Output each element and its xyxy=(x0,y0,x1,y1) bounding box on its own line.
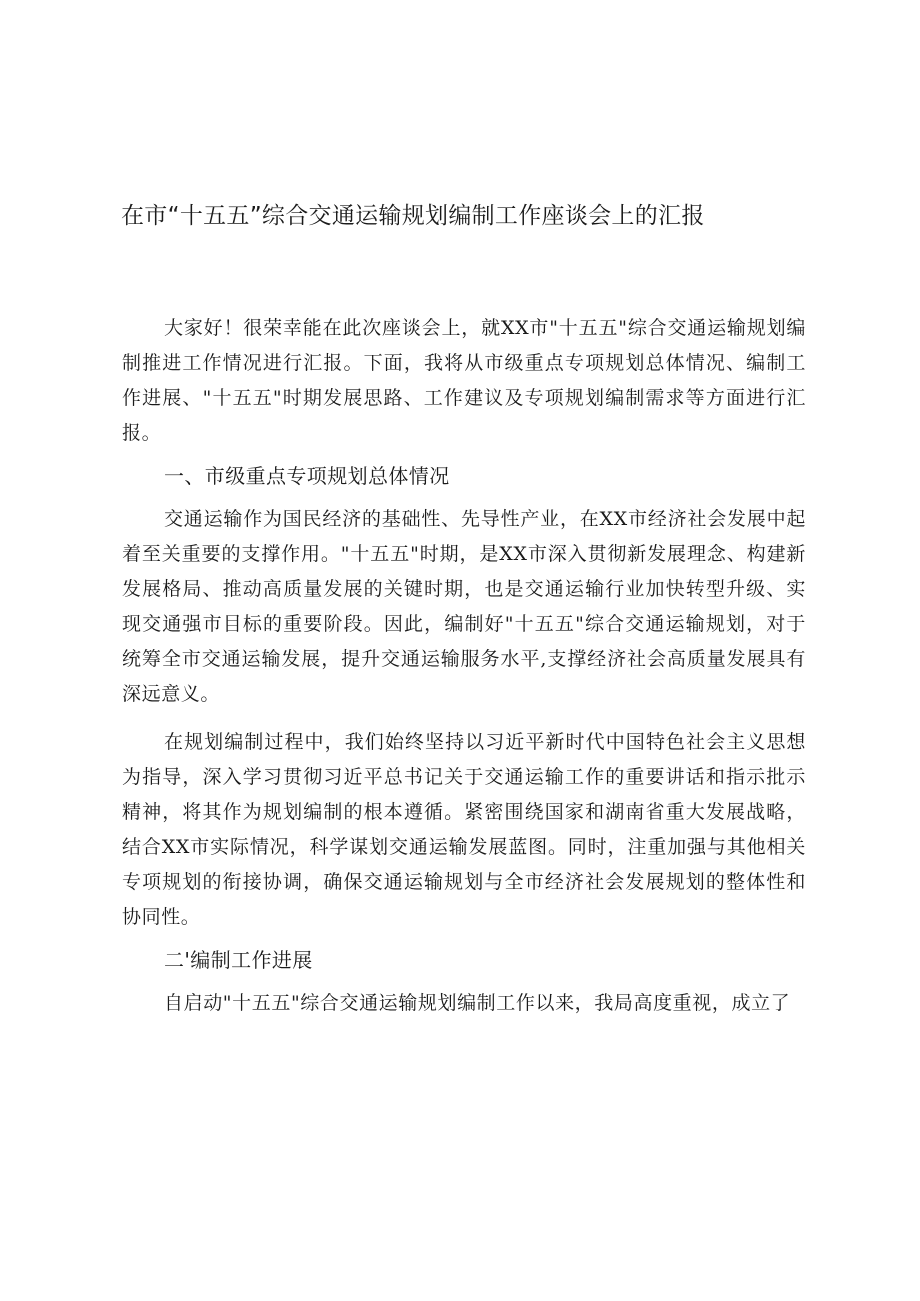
section-1-paragraph-1: 交通运输作为国民经济的基础性、先导性产业，在XX市经济社会发展中起着至关重要的支撑作用。"十五五"时期，是XX市深入贯彻新发展理念、构建新发展格局、推动高质量发展的关键时期，也是交通运输行业加快转型升级、实现交通强市目标的重要阶段。因此，编制好"十五五"综合交通运输规划，对于统筹全市交通运输发展，提升交通运输服务水平,支撑经济社会高质量发展具有深远意义。 xyxy=(122,508,806,705)
section-2-paragraph-1: 自启动"十五五"综合交通运输规划编制工作以来，我局高度重视，成立了 xyxy=(164,992,791,1014)
document-body xyxy=(122,311,806,1021)
intro-paragraph: 大家好！很荣幸能在此次座谈会上，就XX市"十五五"综合交通运输规划编制推进工作情况进行汇报。下面，我将从市级重点专项规划总体情况、编制工作进展、"十五五"时期发展思路、工作建议及专项规划编制需求等方面进行汇报。 xyxy=(122,317,806,444)
document-title: 在市“十五五”综合交通运输规划编制工作座谈会上的汇报 xyxy=(121,203,705,229)
section-1-paragraph-2: 在规划编制过程中，我们始终坚持以习近平新时代中国特色社会主义思想为指导，深入学习贯彻习近平总书记关于交通运输工作的重要讲话和指示批示精神，将其作为规划编制的根本遵循。紧密围绕国家和湖南省重大发展战略，结合XX市实际情况，科学谋划交通运输发展蓝图。同时，注重加强与其他相关专项规划的衔接协调，确保交通运输规划与全市经济社会发展规划的整体性和协同性。 xyxy=(122,731,806,928)
section-heading-1: 一、市级重点专项规划总体情况 xyxy=(164,464,450,488)
section-heading-2: 二'编制工作进展 xyxy=(164,948,313,972)
